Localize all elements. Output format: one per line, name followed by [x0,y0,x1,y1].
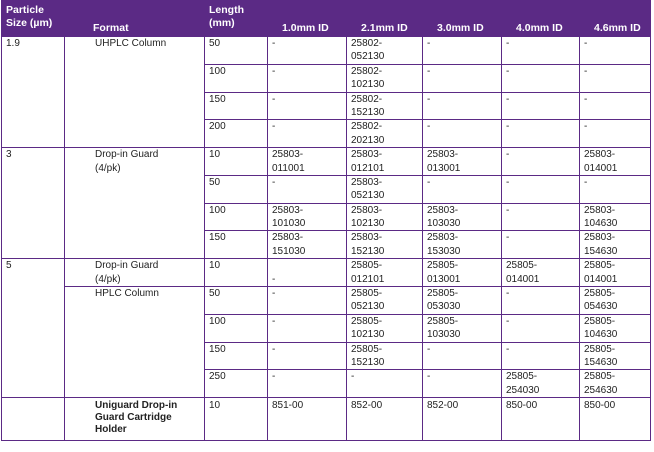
format-cell: Drop-in Guard [65,148,205,162]
particle-size-cell [2,384,65,398]
format-cell [65,300,205,314]
id-1-0-cell: - [268,37,347,51]
id-1-0-cell: - [268,287,347,301]
id-2-1-cell: 052130 [347,189,423,203]
table-row [2,50,651,64]
particle-size-cell [2,328,65,342]
id-3-0-cell: - [423,37,502,51]
id-4-0-cell: - [502,92,580,106]
id-1-0-cell [268,384,347,398]
id-2-1-cell: 012101 [347,273,423,287]
format-cell [65,106,205,120]
id-3-0-cell: 013001 [423,162,502,176]
id-1-0-cell: - [268,314,347,328]
id-4-0-cell [502,189,580,203]
particle-size-cell [2,78,65,92]
id-4-6-cell: - [580,37,651,51]
header-4-6mm-id: 4.6mm ID [580,0,651,37]
length-cell: 100 [205,314,268,328]
table-row [2,398,651,441]
particle-size-cell [2,342,65,356]
id-1-0-cell: 011001 [268,162,347,176]
id-2-1-cell: 25803- [347,148,423,162]
length-cell: 100 [205,203,268,217]
header-3-0mm-id: 3.0mm ID [423,0,502,37]
table-row [2,217,651,231]
id-4-6-cell [580,189,651,203]
id-3-0-cell: - [423,64,502,78]
id-2-1-cell: 25802- [347,64,423,78]
format-cell [65,50,205,64]
id-4-0-cell [502,134,580,148]
id-3-0-cell [423,50,502,64]
table-row [2,300,651,314]
id-4-6-cell: - [580,175,651,189]
id-3-0-cell: 153030 [423,245,502,259]
table-row [2,245,651,259]
id-3-0-cell: - [423,92,502,106]
table-row [2,106,651,120]
particle-size-cell [2,245,65,259]
id-4-6-cell [580,134,651,148]
table-row [2,64,651,78]
id-3-0-cell: 25803- [423,203,502,217]
id-2-1-cell: 25803- [347,203,423,217]
id-2-1-cell: 102130 [347,78,423,92]
id-4-6-cell: - [580,64,651,78]
particle-size-cell [2,231,65,245]
id-1-0-cell: 851-00 [268,398,347,441]
format-cell [65,175,205,189]
id-1-0-cell [268,259,347,273]
table-row [2,259,651,273]
length-cell [205,217,268,231]
id-2-1-cell: 25803- [347,175,423,189]
particle-size-cell [2,287,65,301]
table-row [2,370,651,384]
format-cell [65,370,205,384]
id-4-0-cell: - [502,37,580,51]
particle-size-cell [2,314,65,328]
id-4-6-cell: 25803- [580,203,651,217]
id-2-1-cell: 25803- [347,231,423,245]
id-3-0-cell: 053030 [423,300,502,314]
id-4-6-cell: 054630 [580,300,651,314]
product-table [1,0,651,441]
id-1-0-cell: - [268,273,347,287]
id-2-1-cell: 152130 [347,356,423,370]
id-2-1-cell: - [347,370,423,384]
id-1-0-cell: 25803- [268,148,347,162]
id-1-0-cell [268,356,347,370]
id-4-6-cell [580,50,651,64]
id-4-6-cell: 014001 [580,162,651,176]
header-length: Length (mm) [205,0,268,37]
id-3-0-cell: 103030 [423,328,502,342]
length-cell: 100 [205,64,268,78]
particle-size-cell [2,50,65,64]
id-2-1-cell: 25802- [347,92,423,106]
id-3-0-cell [423,356,502,370]
id-4-0-cell [502,245,580,259]
length-cell: 10 [205,259,268,273]
format-cell [65,134,205,148]
header-particle-size: Particle Size (µm) [2,0,65,37]
id-1-0-cell [268,78,347,92]
length-cell [205,106,268,120]
id-3-0-cell [423,78,502,92]
id-3-0-cell: 25805- [423,314,502,328]
id-2-1-cell: 052130 [347,300,423,314]
id-4-0-cell: - [502,231,580,245]
id-3-0-cell: - [423,370,502,384]
format-cell [65,245,205,259]
table-row [2,328,651,342]
table-row [2,78,651,92]
id-1-0-cell: - [268,370,347,384]
table-row [2,175,651,189]
format-cell [65,189,205,203]
id-3-0-cell [423,189,502,203]
id-3-0-cell: 103030 [423,217,502,231]
id-4-6-cell [580,78,651,92]
id-3-0-cell: 25803- [423,148,502,162]
id-4-0-cell: - [502,203,580,217]
id-4-0-cell [502,217,580,231]
length-cell: 50 [205,287,268,301]
particle-size-cell [2,398,65,441]
id-2-1-cell: 25805- [347,342,423,356]
table-row [2,314,651,328]
format-cell [65,78,205,92]
id-2-1-cell: 102130 [347,328,423,342]
format-cell: (4/pk) [65,162,205,176]
id-3-0-cell [423,134,502,148]
id-2-1-cell: 25805- [347,314,423,328]
particle-size-cell: 3 [2,148,65,162]
length-cell: 150 [205,231,268,245]
id-2-1-cell: 152130 [347,245,423,259]
particle-size-cell [2,273,65,287]
length-cell [205,328,268,342]
id-1-0-cell: - [268,175,347,189]
id-4-0-cell: - [502,175,580,189]
particle-size-cell [2,203,65,217]
particle-size-cell [2,370,65,384]
id-2-1-cell: 012101 [347,162,423,176]
id-4-6-cell: 25805- [580,314,651,328]
id-3-0-cell: 25805- [423,287,502,301]
length-cell: 50 [205,175,268,189]
particle-size-cell: 5 [2,259,65,273]
id-3-0-cell: - [423,175,502,189]
id-3-0-cell: 852-00 [423,398,502,441]
table-row [2,231,651,245]
table-row [2,384,651,398]
id-2-1-cell [347,384,423,398]
id-4-0-cell: - [502,287,580,301]
format-cell [65,314,205,328]
format-cell [65,231,205,245]
id-1-0-cell: 101030 [268,217,347,231]
id-1-0-cell: - [268,64,347,78]
id-4-6-cell: 104630 [580,217,651,231]
id-4-0-cell: 850-00 [502,398,580,441]
format-cell [65,356,205,370]
id-4-6-cell: 154630 [580,356,651,370]
length-cell [205,50,268,64]
id-2-1-cell: 052130 [347,50,423,64]
table-row [2,287,651,301]
format-cell [65,384,205,398]
id-1-0-cell: 25803- [268,231,347,245]
length-cell: 150 [205,342,268,356]
id-2-1-cell: 25802- [347,120,423,134]
id-1-0-cell [268,134,347,148]
id-3-0-cell [423,384,502,398]
length-cell: 50 [205,37,268,51]
id-1-0-cell [268,300,347,314]
id-4-0-cell: 014001 [502,273,580,287]
id-3-0-cell: 013001 [423,273,502,287]
id-2-1-cell: 152130 [347,106,423,120]
header-row [2,0,651,37]
length-cell [205,134,268,148]
id-4-0-cell [502,106,580,120]
id-2-1-cell: 202130 [347,134,423,148]
table-row [2,37,651,51]
format-cell: (4/pk) [65,273,205,287]
id-4-0-cell [502,162,580,176]
id-2-1-cell: 25802- [347,37,423,51]
particle-size-cell [2,175,65,189]
table-row [2,189,651,203]
header-2-1mm-id: 2.1mm ID [347,0,423,37]
id-4-0-cell: 25805- [502,370,580,384]
length-cell [205,273,268,287]
id-3-0-cell [423,106,502,120]
id-4-6-cell: - [580,120,651,134]
id-1-0-cell [268,50,347,64]
id-4-0-cell [502,50,580,64]
format-cell [65,64,205,78]
id-1-0-cell: - [268,342,347,356]
id-4-0-cell: 25805- [502,259,580,273]
table-row [2,203,651,217]
format-cell [65,92,205,106]
table-row [2,342,651,356]
length-cell [205,245,268,259]
id-2-1-cell: 102130 [347,217,423,231]
id-4-6-cell [580,106,651,120]
particle-size-cell [2,134,65,148]
length-cell: 250 [205,370,268,384]
id-4-6-cell: 25803- [580,231,651,245]
format-cell: Uniguard Drop-in Guard Cartridge Holder [65,398,205,441]
id-4-0-cell [502,78,580,92]
table-row [2,134,651,148]
id-4-6-cell: 25805- [580,370,651,384]
id-1-0-cell [268,106,347,120]
id-1-0-cell: 25803- [268,203,347,217]
length-cell [205,356,268,370]
id-3-0-cell: 25805- [423,259,502,273]
header-1-0mm-id: 1.0mm ID [268,0,347,37]
table-row [2,148,651,162]
length-cell [205,162,268,176]
id-1-0-cell: - [268,120,347,134]
id-1-0-cell: - [268,92,347,106]
length-cell [205,189,268,203]
table-row [2,162,651,176]
particle-size-cell [2,64,65,78]
id-4-6-cell: 25805- [580,259,651,273]
id-4-0-cell: - [502,64,580,78]
length-cell [205,78,268,92]
id-4-6-cell: 25805- [580,342,651,356]
length-cell: 200 [205,120,268,134]
particle-size-cell [2,162,65,176]
id-4-6-cell: 254630 [580,384,651,398]
id-4-0-cell: - [502,148,580,162]
id-3-0-cell: - [423,342,502,356]
id-3-0-cell: 25803- [423,231,502,245]
length-cell [205,384,268,398]
particle-size-cell [2,189,65,203]
length-cell [205,300,268,314]
id-4-6-cell: - [580,92,651,106]
id-4-6-cell: 104630 [580,328,651,342]
length-cell: 150 [205,92,268,106]
particle-size-cell [2,300,65,314]
format-cell: UHPLC Column [65,37,205,51]
particle-size-cell [2,92,65,106]
product-table-container [1,0,651,441]
particle-size-cell [2,120,65,134]
length-cell: 10 [205,148,268,162]
id-2-1-cell: 852-00 [347,398,423,441]
format-cell [65,342,205,356]
table-row [2,120,651,134]
particle-size-cell [2,106,65,120]
id-4-0-cell: - [502,314,580,328]
id-4-6-cell: 25803- [580,148,651,162]
id-4-0-cell: 254030 [502,384,580,398]
id-4-0-cell [502,328,580,342]
id-1-0-cell [268,189,347,203]
format-cell [65,217,205,231]
table-body [2,37,651,441]
id-1-0-cell [268,328,347,342]
table-row [2,92,651,106]
table-row [2,273,651,287]
id-4-6-cell: 850-00 [580,398,651,441]
format-cell: Drop-in Guard [65,259,205,273]
id-1-0-cell: 151030 [268,245,347,259]
header-format: Format [65,0,205,37]
particle-size-cell [2,217,65,231]
id-2-1-cell: 25805- [347,287,423,301]
format-cell: HPLC Column [65,287,205,301]
header-4-0mm-id: 4.0mm ID [502,0,580,37]
id-4-0-cell: - [502,120,580,134]
format-cell [65,203,205,217]
id-2-1-cell: 25805- [347,259,423,273]
id-3-0-cell: - [423,120,502,134]
length-cell: 10 [205,398,268,441]
format-cell [65,120,205,134]
particle-size-cell: 1.9 [2,37,65,51]
id-4-6-cell: 154630 [580,245,651,259]
id-4-0-cell: - [502,342,580,356]
id-4-6-cell: 25805- [580,287,651,301]
id-4-6-cell: 014001 [580,273,651,287]
particle-size-cell [2,356,65,370]
table-row [2,356,651,370]
id-4-0-cell [502,300,580,314]
id-4-0-cell [502,356,580,370]
format-cell [65,328,205,342]
